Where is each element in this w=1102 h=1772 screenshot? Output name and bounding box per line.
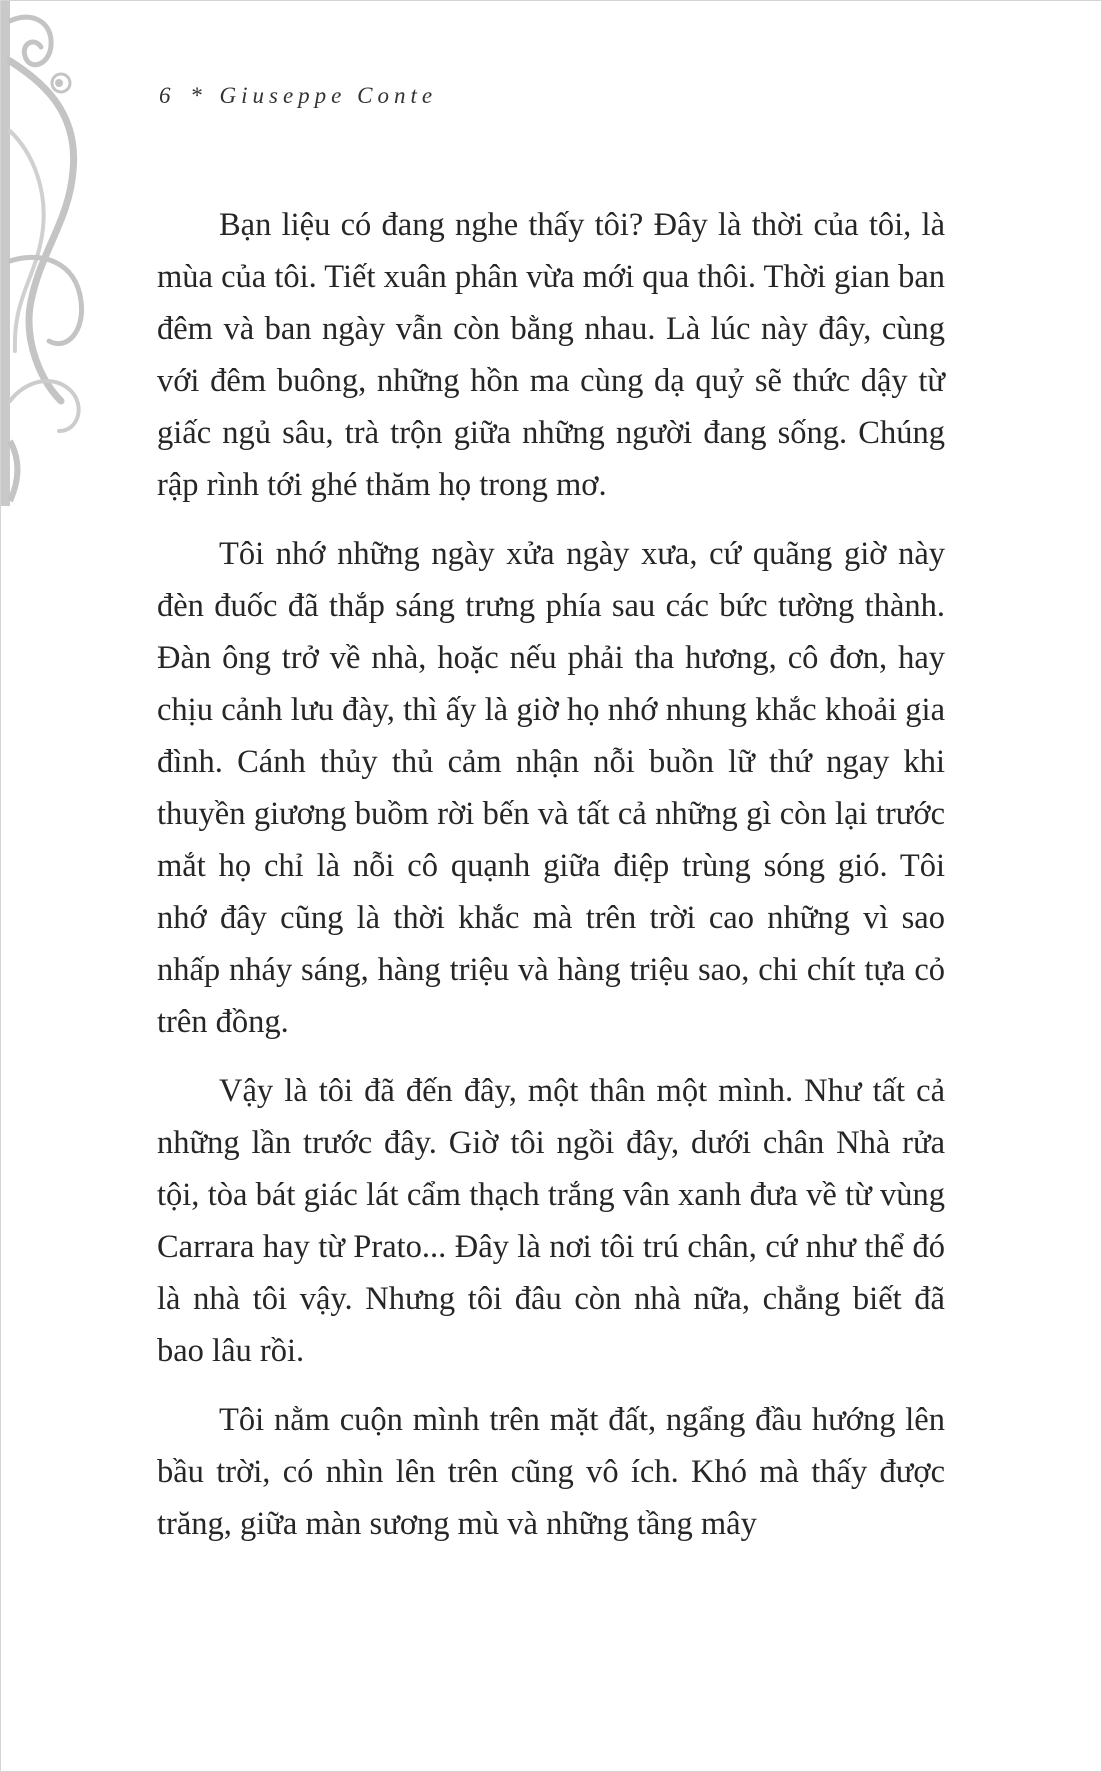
paragraph-3: Vậy là tôi đã đến đây, một thân một mình. Như tất cả những lần trước đây. Giờ tôi ngồi đây, dưới chân Nhà rửa tội, tòa bát giác lát cẩm thạch trắng vân xanh đưa về từ vùng Carrara hay từ Prato... Đây là nơi tôi trú chân, cứ như thể đó là nhà tôi vậy. Nhưng tôi đâu còn nhà nữa, chẳng biết đã bao lâu rồi. — [157, 1073, 945, 1369]
header-separator: * — [190, 83, 205, 108]
body-text — [157, 199, 945, 1567]
floral-vine-icon — [1, 1, 91, 511]
page-number: 6 — [159, 83, 176, 108]
paragraph-2: Tôi nhớ những ngày xửa ngày xưa, cứ quãng giờ này đèn đuốc đã thắp sáng trưng phía sau các bức tường thành. Đàn ông trở về nhà, hoặc nếu phải tha hương, cô đơn, hay chịu cảnh lưu đày, thì ấy là giờ họ nhớ nhung khắc khoải gia đình. Cánh thủy thủ cảm nhận nỗi buồn lữ thứ ngay khi thuyền giương buồm rời bến và tất cả những gì còn lại trước mắt họ chỉ là nỗi cô quạnh giữa điệp trùng sóng gió. Tôi nhớ đây cũng là thời khắc mà trên trời cao những vì sao nhấp nháy sáng, hàng triệu và hàng triệu sao, chi chít tựa cỏ trên đồng. — [157, 536, 945, 1040]
paragraph-4: Tôi nằm cuộn mình trên mặt đất, ngẩng đầu hướng lên bầu trời, có nhìn lên trên cũng vô ích. Khó mà thấy được trăng, giữa màn sương mù và những tầng mây — [157, 1402, 945, 1542]
paragraph-1: Bạn liệu có đang nghe thấy tôi? Đây là thời của tôi, là mùa của tôi. Tiết xuân phân vừa mới qua thôi. Thời gian ban đêm và ban ngày vẫn còn bằng nhau. Là lúc này đây, cùng với đêm buông, những hồn ma cùng dạ quỷ sẽ thức dậy từ giấc ngủ sâu, trà trộn giữa những người đang sống. Chúng rập rình tới ghé thăm họ trong mơ. — [157, 207, 945, 503]
running-header — [159, 83, 437, 109]
author-name: Giuseppe Conte — [219, 83, 438, 108]
